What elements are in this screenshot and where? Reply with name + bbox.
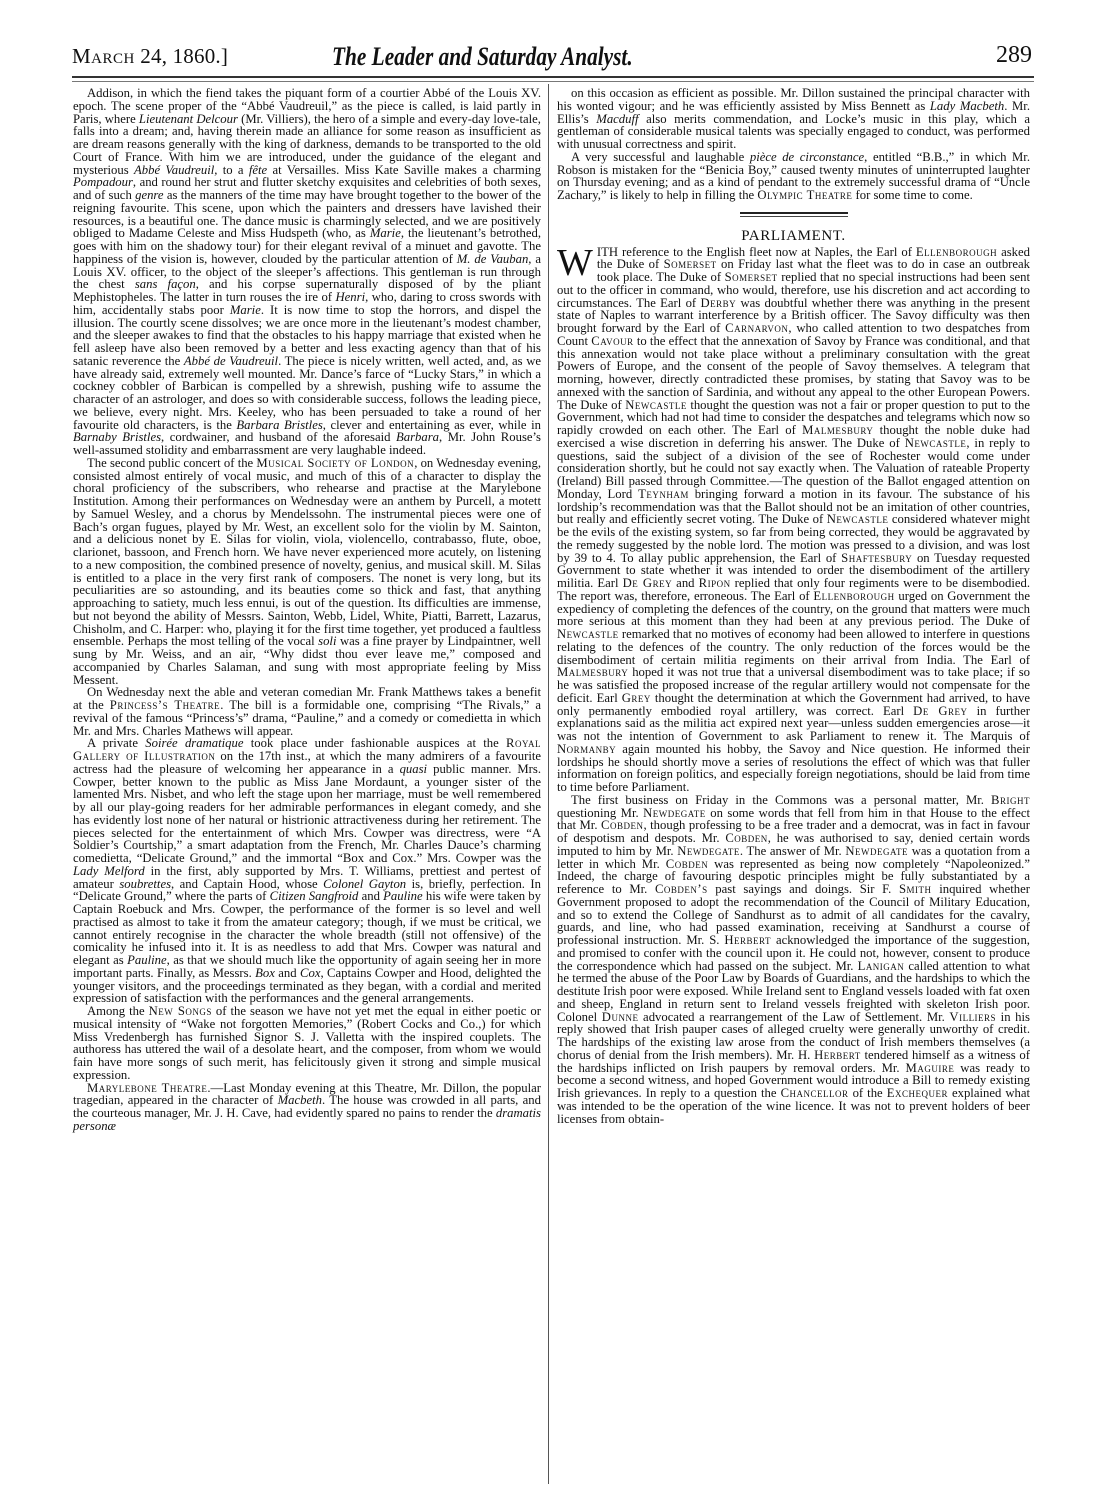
publication-title: The Leader and Saturday Analyst. xyxy=(332,42,633,71)
masthead xyxy=(62,38,1042,72)
left-paragraphs xyxy=(73,87,541,1133)
drop-cap: W xyxy=(557,241,593,284)
section-divider-rule xyxy=(740,212,848,217)
paragraph: on this occasion as efficient as possible. Mr. Dillon sustained the principal character with his wonted vigour; and he was efficiently assisted by Miss Bennett as Lady Macbeth. Mr. Ellis’s Macduff also merits commendation, and Locke’s music in this play, which a gentleman of considerable musical talents was specially engaged to conduct, was performed with unusual correctness and spirit. xyxy=(557,86,1031,151)
right-column xyxy=(557,87,1030,1125)
issue-date: March 24, 1860.] xyxy=(72,44,229,68)
parliament-paragraphs xyxy=(557,241,1031,1126)
parliament-article xyxy=(557,241,1031,1126)
paragraph: Among the New Songs of the season we have not yet met the equal in either poetic or musical intensity of “Wake not forgotten Memories,” (Robert Cocks and Co.,) for which Miss Vredenbergh has furnished Signor S. J. Valletta with the inspired couplets. The authoress has uttered the wail of a desolate heart, and the composer, from whom we would fain have more songs of such merit, has felicitously given it strong and simple musical expression. xyxy=(73,1004,541,1082)
paragraph: A very successful and laughable pièce de circonstance, entitled “B.B.,” in which Mr. Robson is mistaken for the “Benicia Boy,” caused twenty minutes of uninterrupted laughter on Thursday evening; and as a kind of pendant to the extremely successful drama of “Uncle Zachary,” is likely to help in filling the Olympic Theatre for some time to come. xyxy=(557,149,1031,202)
paragraph: Marylebone Theatre.—Last Monday evening at this Theatre, Mr. Dillon, the popular tragedian, appeared in the character of Macbeth. The house was crowded in all parts, and the courteous manager, Mr. J. H. Cave, had evidently spared no pains to render the dramatis personæ xyxy=(73,1080,541,1133)
paragraph: The first business on Friday in the Commons was a personal matter, Mr. Bright questioning Mr. Newdegate on some words that fell from him in that House to the effect that Mr. Cobden, though professing to be a free trader and a democrat, was in fact in favour of despotism and despots. Mr. Cobden, he was authorised to say, denied certain words imputed to him by Mr. Newdegate. The answer of Mr. Newdegate was a quotation from a letter in which Mr. Cobden was represented as being now completely “Napoleonized.” Indeed, the charge of favouring despotic principles might be fully substantiated by a reference to Mr. Cobden’s past sayings and doings. Sir F. Smith inquired whether Government proposed to adopt the recommendation of the Council of Military Education, and so to extend the College of Sandhurst as to admit of all candidates for the cavalry, guards, and line, who had passed examination, receiving at Sandhurst a course of professional instruction. Mr. S. Herbert acknowledged the importance of the suggestion, and promised to confer with the council upon it. He could not, however, consent to produce the correspondence which had passed on the subject. Mr. Lanigan called attention to what he termed the abuse of the Poor Law by Boards of Guardians, and the hardships to which the destitute Irish poor were exposed. While Ireland sent to England vessels loaded with fat oxen and sheep, England in return sent to Ireland vessels freighted with skeleton Irish poor. Colonel Dunne advocated a rearrangement of the Law of Settlement. Mr. Villiers in his reply showed that Irish pauper cases of alleged cruelty were generally unworthy of credit. The hardships of the existing law arose from the conduct of Irish members themselves (a chorus of denial from the Irish members). Mr. H. Herbert tendered himself as a witness of the hardships inflicted on Irish paupers by removal orders. Mr. Maguire was ready to become a second witness, and hoped Government would introduce a Bill to remedy existing Irish grievances. In reply to a question the Chancellor of the Exchequer explained what was intended to be the operation of the wine licence. It was not to prevent holders of beer licenses from obtain- xyxy=(557,792,1030,1126)
header-rule xyxy=(72,76,1034,78)
paragraph: Addison, in which the fiend takes the piquant form of a courtier Abbé of the Louis XV. epoch. The scene proper of the “Abbé Vaudreuil,” as the piece is called, is laid partly in Paris, where Lieutenant Delcour (Mr. Villiers), the hero of a simple and every-day love-tale, falls into a dream; and, having therein made an alliance for some reason as insufficient as are dream reasons generally with the king of darkness, demands to be transported to the old Court of France. With him we are introduced, under the guidance of the elegant and mysterious Abbé Vaudreuil, to a fête at Versailles. Miss Kate Saville makes a charming Pompadour, and round her strut and flutter sketchy exquisites and celebrities of both sexes, and of such genre as the manners of the time may have brought together to the bower of the reigning favourite. This scene, upon which the painters and dressers have lavished their resources, is a beautiful one. The dance music is charmingly selected, and we are positively obliged to Madame Celeste and Miss Hudspeth (who, as Marie, the lieutenant’s betrothed, goes with him on the shadowy tour) for their elegant revival of a minuet and gavotte. The happiness of the vision is, however, clouded by the particular attention of M. de Vauban, a Louis XV. officer, to the object of the sleeper’s affections. This gentleman is run through the chest sans façon, and his corpse supernaturally disposed of by the pliant Mephistopheles. The latter in turn rouses the ire of Henri, who, daring to cross swords with him, accidentally stabs poor Marie. It is now time to stop the horrors, and dispel the illusion. The courtly scene dissolves; we are once more in the lieutenant’s modest chamber, and the sleeper awakes to find that the obstacles to his happy marriage that existed when he fell asleep have also been removed by a better and less exacting agency than that of his satanic reverence the Abbé de Vaudreuil. The piece is nicely written, well acted, and, as we have already said, extremely well mounted. Mr. Dance’s farce of “Lucky Stars,” in which a cockney cobbler of Barbican is compelled by a shrewish, pushing wife to assume the character of an astrologer, and does so with considerable success, follows the leading piece, we believe, every night. Mrs. Keeley, who has been persuaded to take a round of her favourite old characters, is the Barbara Bristles, clever and entertaining as ever, while in Barnaby Bristles, cordwainer, and husband of the aforesaid Barbara, Mr. John Rouse’s well-assumed stolidity and embarrassment are very laughable indeed. xyxy=(73,86,541,457)
column-divider xyxy=(548,84,549,1484)
paragraph: On Wednesday next the able and veteran comedian Mr. Frank Matthews takes a benefit at the Princess’s Theatre. The bill is a formidable one, comprising “The Rivals,” a revival of the famous “Princess’s” drama, “Pauline,” and a comedy or comedietta in which Mr. and Mrs. Charles Mathews will appear. xyxy=(73,685,541,738)
theatre-continuation xyxy=(557,87,1030,202)
header-rule-thin xyxy=(72,81,1034,82)
section-heading-parliament: PARLIAMENT. xyxy=(741,227,846,244)
page-number: 289 xyxy=(996,42,1032,68)
left-column xyxy=(73,87,541,1133)
paragraph: A private Soirée dramatique took place under fashionable auspices at the Royal Gallery of Illustration on the 17th inst., at which the many admirers of a favourite actress had the pleasure of welcoming her appearance in a quasi public manner. Mrs. Cowper, better known to the public as Miss Jane Mordaunt, a younger sister of the lamented Mrs. Nisbet, and who left the stage upon her marriage, must be well remembered by all our play-going readers for her admirable performances in elegant comedy, and she has evidently lost none of her natural or histrionic attractiveness during her retirement. The pieces selected for the entertainment of which Mrs. Cowper was directress, were “A Soldier’s Courtship,” a smart adaptation from the French, Mr. Charles Dauce’s charming comedietta, “Delicate Ground,” and the immortal “Box and Cox.” Mrs. Cowper was the Lady Melford in the first, ably supported by Mrs. T. Williams, prettiest and pertest of amateur soubrettes, and Captain Hood, whose Colonel Gayton is, briefly, perfection. In “Delicate Ground,” where the parts of Citizen Sangfroid and Pauline his wife were taken by Captain Roebuck and Mrs. Cowper, the performance of the former is so level and well practised as almost to take it from the amateur category; though, if we must be critical, we cannot entirely recognise in the character the whole breadth (still not offensive) of the comicality he infused into it. It is as needless to add that Mrs. Cowper was natural and elegant as Pauline, as that we should much like the opportunity of again seeing her in more important parts. Finally, as Messrs. Box and Cox, Captains Cowper and Hood, delighted the younger visitors, and the proceedings terminated as they began, with a cordial and merited expression of satisfaction with the performances and the general arrangements. xyxy=(73,736,542,1006)
paragraph: ITH reference to the English fleet now at Naples, the Earl of Ellenborough asked the Duke of Somerset on Friday last what the fleet was to do in case an outbreak took place. The Duke of Somerset replied that no special instructions had been sent out to the officer in command, who would, therefore, use his discretion and act according to circumstances. The Earl of Derby was doubtful whether there was anything in the present state of Naples to warrant interference by a British officer. The Savoy difficulty was then brought forward by the Earl of Carnarvon, who called attention to two despatches from Count Cavour to the effect that the annexation of Savoy by France was conditional, and that this annexation would not take place without a preliminary consultation with the great Powers of Europe, and the consent of the people of Savoy themselves. A telegram that morning, however, directly contradicted these promises, by stating that Savoy was to be annexed with the sanction of Sardinia, and without any appeal to the other European Powers. The Duke of Newcastle thought the question was not a fair or proper question to put to the Government, which had not had time to consider the despatches and telegrams which now so rapidly crowded on each other. The Earl of Malmesbury thought the noble duke had exercised a wise discretion in deferring his answer. The Duke of Newcastle, in reply to questions, said the subject of a division of the see of Rochester would come under consideration shortly, but he could not say exactly when. The Valuation of rateable Property (Ireland) Bill passed through Committee.—The question of the Ballot engaged attention on Monday, Lord Teynham bringing forward a motion in its favour. The substance of his lordship’s recommendation was that the Ballot should not be an imitation of other countries, but really and efficiently secret voting. The Duke of Newcastle considered whatever might be the evils of the existing system, so far from being corrected, they would be aggravated by the remedy suggested by the noble lord. The motion was pressed to a division, and was lost by 39 to 4. To allay public apprehension, the Earl of Shaftesbury on Tuesday requested Government to state whether it was intended to order the disembodiment of the artillery militia. Earl De Grey and Ripon replied that only four regiments were to be disembodied. The report was, therefore, erroneous. The Earl of Ellenborough urged on Government the expediency of completing the defences of the country, on the ground that matters were much more serious at this moment than they had been at any previous period. The Duke of Newcastle remarked that no motives of economy had been allowed to interfere in questions relating to the defences of the country. The only reduction of the forces would be the disembodiment of certain militia regiments on their arrival from India. The Earl of Malmesbury hoped it was not true that a universal disembodiment was to take place; if so he was satisfied the proposed increase of the regular artillery would not compensate for the deficit. Earl Grey thought the determination at which the Government had arrived, to have only permanently embodied royal artillery, was correct. Earl De Grey in further explanations said as the militia act expired next year—unless sudden emergencies arose—it was not the intention of Government to ask Parliament to renew it. The Marquis of Normanby again mounted his hobby, the Savoy and Nice question. He informed their lordships he should shortly move a series of resolutions the effect of which was that fuller information on foreign politics, and especially foreign negotiations, should be laid from time to time before Parliament. xyxy=(557,244,1031,794)
paragraph: The second public concert of the Musical Society of London, on Wednesday evening, consisted almost entirely of vocal music, and much of this of a character to display the choral proficiency of the subscribers, who rehearse and practise at the Marylebone Institution. Among their performances on Wednesday were an anthem by Purcell, a motett by Samuel Wesley, and a chorus by Mendelssohn. The instrumental pieces were one of Bach’s organ fugues, played by Mr. West, an excellent solo for the violin by M. Sainton, and a delicious nonet by E. Silas for violin, viola, violencello, contrabasso, flute, oboe, clarionet, bassoon, and French horn. We have never experienced more acutely, on listening to a new composition, the combined presence of novelty, genius, and musical skill. M. Silas is entitled to a place in the very first rank of composers. The nonet is very long, but its peculiarities are so astounding, and its beauties come so thick and fast, that anything approaching to satiety, much less ennui, is out of the question. Its difficulties are immense, but not beyond the ability of Messrs. Sainton, Webb, Lidel, White, Piatti, Barrett, Lazarus, Chisholm, and C. Harper: who, playing it for the first time together, yet produced a faultless ensemble. Perhaps the most telling of the vocal soli was a fine prayer by Lindpaintner, well sung by Mr. Weiss, and an air, “Why didst thou ever leave me,” composed and accompanied by Charles Salaman, and sung with most appropriate feeling by Miss Messent. xyxy=(73,455,541,687)
